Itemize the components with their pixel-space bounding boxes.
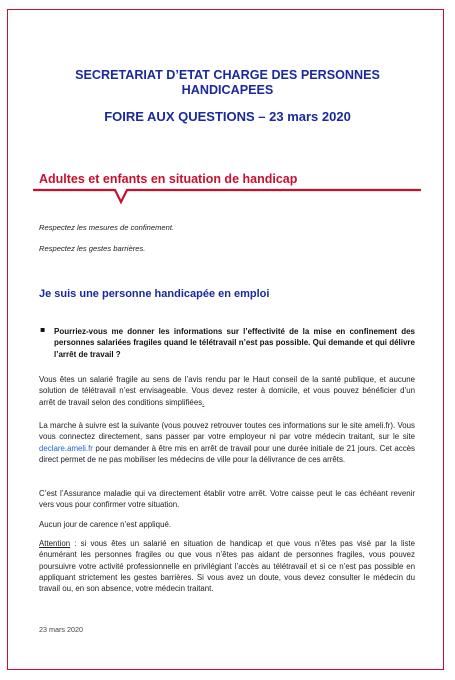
section-heading: Adultes et enfants en situation de handicap	[39, 172, 298, 186]
answer-p1-text: Vous êtes un salarié fragile au sens de l’avis rendu par le Haut conseil de la santé publique, et aucune solution de télétravail n’est envisageable. Vous devez rester à domicile, et vous pouvez bénéficier d’un arrêt de travail selon des conditions simplifiées	[39, 375, 415, 407]
answer-p1-end: .	[202, 397, 205, 407]
heading-underline-callout	[33, 186, 421, 208]
title-line-2: HANDICAPEES	[181, 83, 274, 97]
faq-question: Pourriez-vous me donner les informations sur l’effectivité de la mise en confinement des personnes salariées fragiles quand le télétravail n’est pas possible. Qui demande et qui délivre l’arrêt de travail ?	[54, 327, 415, 359]
footer-date: 23 mars 2020	[39, 625, 83, 634]
declare-ameli-link[interactable]: declare.ameli.fr	[39, 443, 93, 453]
attention-text: : si vous êtes un salarié en situation de handicap et que vous n’êtes pas visé par la liste énumérant les personnes fragiles ou que vous n’êtes pas aidant de personnes fragiles, vous pouvez poursuivre votre activité professionnelle en privilégiant l’accès au télétravail et si ce n’est pas possible en appliquant strictement les gestes barrières. Si vous avez un doute, vous devez consulter le médecin du travail ou, en son absence, votre médecin traitant.	[39, 539, 415, 594]
confinement-note: Respectez les mesures de confinement.	[39, 223, 175, 232]
faq-title: FOIRE AUX QUESTIONS – 23 mars 2020	[104, 109, 351, 124]
answer-p2-text-a: La marche à suivre est la suivante (vous pouvez retrouver toutes ces informations sur le site ameli.fr). Vous vous connectez directement, sans passer par votre employeur ni par votre médecin traitant, sur le site	[39, 421, 415, 442]
answer-paragraph-1	[39, 374, 415, 408]
attention-label: Attention	[39, 539, 71, 548]
answer-paragraph-4: Aucun jour de carence n’est appliqué.	[39, 520, 172, 529]
attention-paragraph	[39, 538, 415, 594]
bullet-square-icon: ▪	[40, 325, 46, 334]
sub-heading: Je suis une personne handicapée en emploi	[39, 288, 270, 300]
title-line-1: SECRETARIAT D’ETAT CHARGE DES PERSONNES	[75, 68, 380, 82]
answer-paragraph-2	[39, 420, 415, 465]
barrier-gestures-note: Respectez les gestes barrières.	[39, 244, 146, 253]
answer-paragraph-3: C’est l’Assurance maladie qui va directement établir votre arrêt. Votre caisse peut le cas échéant revenir vers vous pour confirmer votre situation.	[39, 489, 415, 510]
answer-p2-text-b: pour demander à être mis en arrêt de travail pour une durée initiale de 21 jours. Cet accès direct permet de ne pas mobiliser les médecins de ville pour la délivrance de ces arrêts.	[39, 443, 415, 464]
